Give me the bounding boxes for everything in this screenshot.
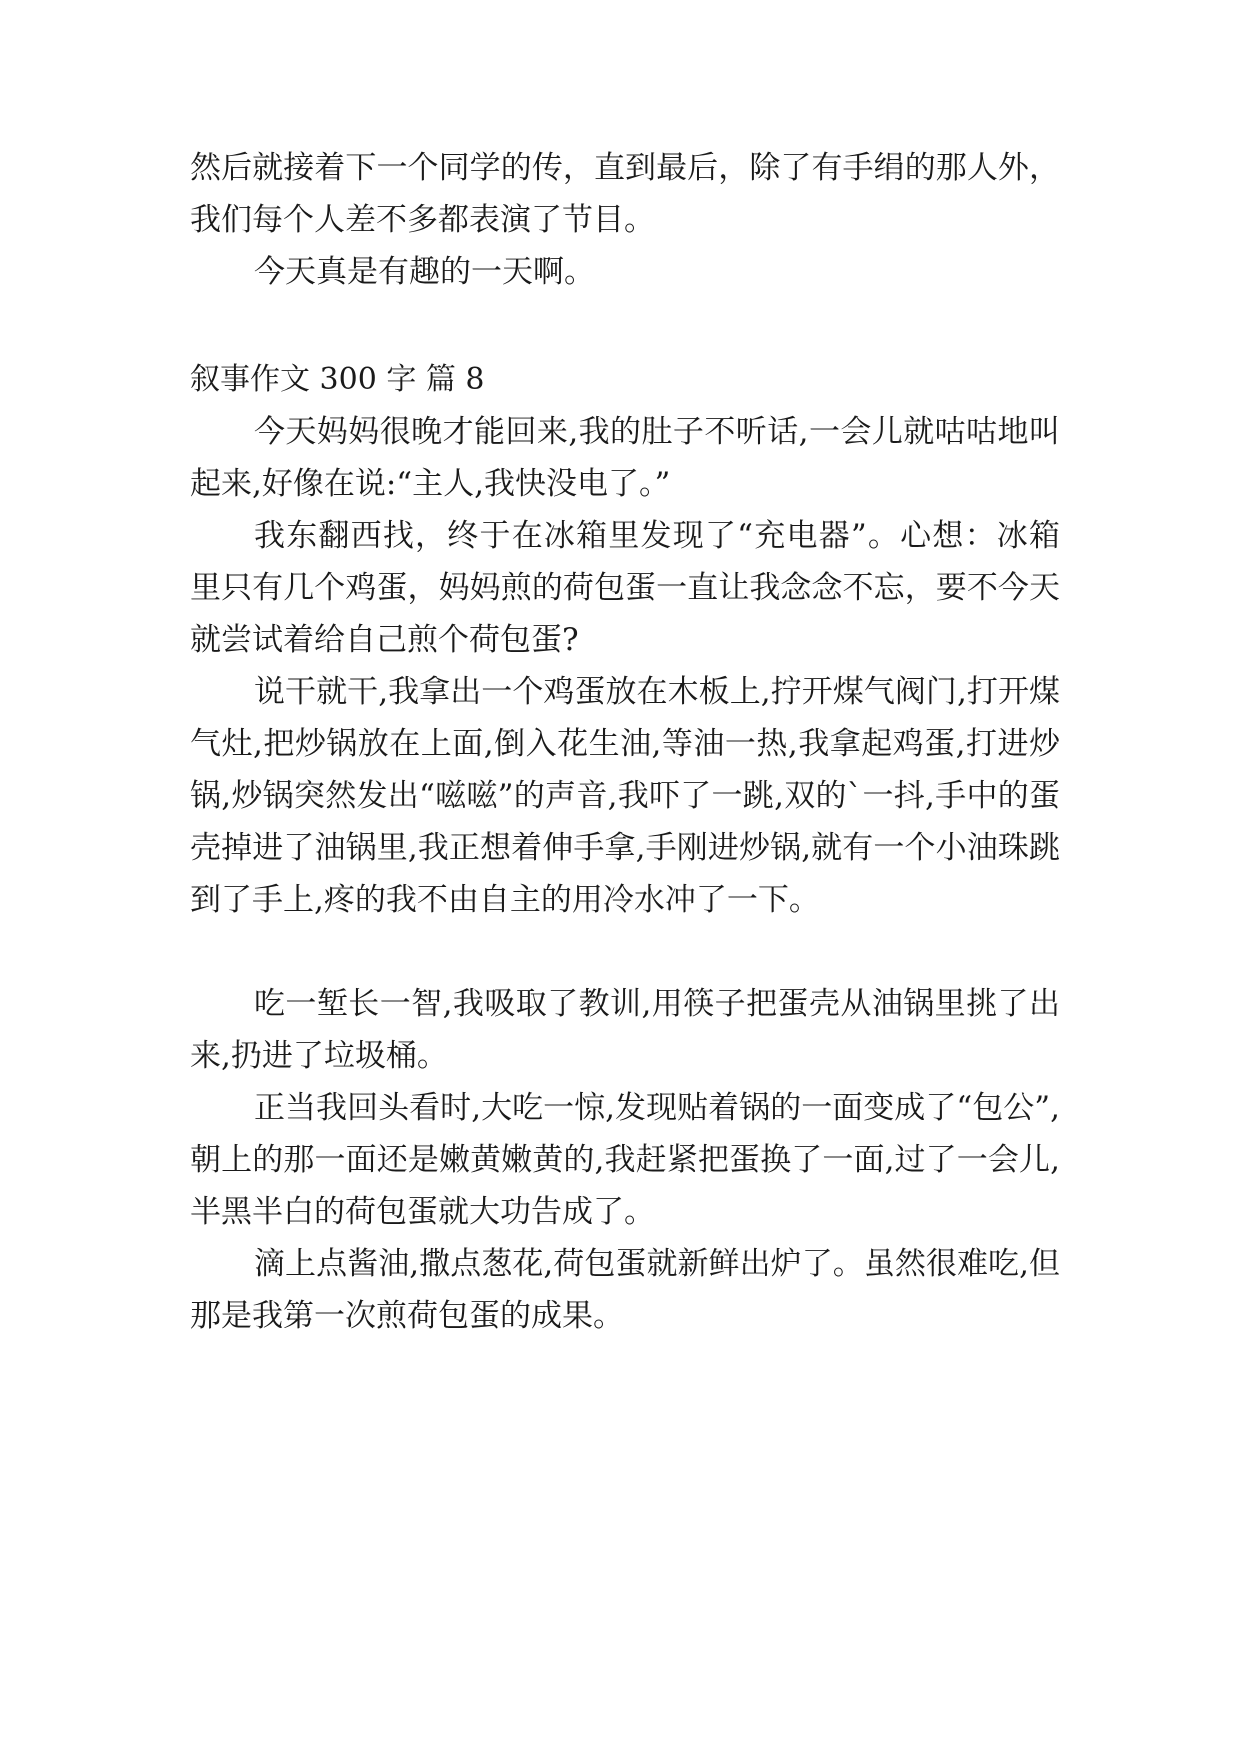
paragraph-continued: 然后就接着下一个同学的传，直到最后，除了有手绢的那人外，我们每个人差不多都表演了节目。 <box>190 150 1060 238</box>
section-title: 叙事作文 300 字 篇 8 <box>190 362 485 397</box>
paragraph-closing: 今天真是有趣的一天啊。 <box>254 254 595 290</box>
paragraph-1: 今天妈妈很晚才能回来,我的肚子不听话,一会儿就咕咕地叫起来,好像在说:“主人,我快没电了。” <box>190 414 1060 502</box>
paragraph-2: 我东翻西找，终于在冰箱里发现了“充电器”。心想：冰箱里只有几个鸡蛋，妈妈煎的荷包蛋一直让我念念不忘，要不今天就尝试着给自己煎个荷包蛋? <box>190 518 1060 658</box>
paragraph-6: 滴上点酱油,撒点葱花,荷包蛋就新鲜出炉了。虽然很难吃,但那是我第一次煎荷包蛋的成果。 <box>190 1246 1060 1334</box>
paragraph-3: 说干就干,我拿出一个鸡蛋放在木板上,拧开煤气阀门,打开煤气灶,把炒锅放在上面,倒入花生油,等油一热,我拿起鸡蛋,打进炒锅,炒锅突然发出“嗞嗞”的声音,我吓了一跳,双的`一抖,手中的蛋壳掉进了油锅里,我正想着伸手拿,手刚进炒锅,就有一个小油珠跳到了手上,疼的我不由自主的用冷水冲了一下。 <box>190 674 1060 918</box>
paragraph-5: 正当我回头看时,大吃一惊,发现贴着锅的一面变成了“包公”,朝上的那一面还是嫩黄嫩黄的,我赶紧把蛋换了一面,过了一会儿,半黑半白的荷包蛋就大功告成了。 <box>190 1090 1060 1230</box>
paragraph-4: 吃一堑长一智,我吸取了教训,用筷子把蛋壳从油锅里挑了出来,扔进了垃圾桶。 <box>190 986 1060 1074</box>
